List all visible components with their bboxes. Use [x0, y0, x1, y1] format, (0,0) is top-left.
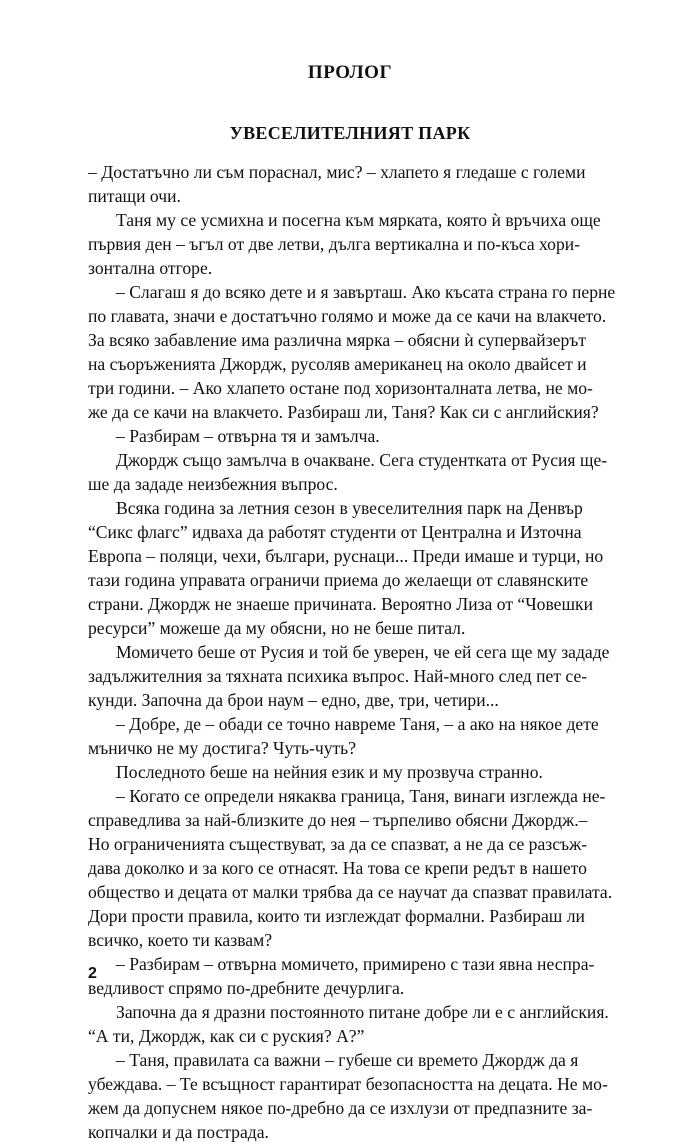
text-line: три години. – Ако хлапето остане под хоризонталната летва, не мо- — [88, 378, 593, 398]
text-line: – Добре, де – обади се точно навреме Таня, – а ако на някое дете — [116, 714, 599, 734]
text-line: За всяко забавление има различна мярка – обясни ѝ супервайзерът — [88, 330, 587, 350]
text-line: же да се качи на влакчето. Разбираш ли, Таня? Как си с английския? — [88, 402, 599, 422]
text-line: мъничко не му достига? Чуть-чуть? — [88, 738, 357, 758]
text-line: ведливост спрямо по-дребните дечурлига. — [88, 978, 405, 998]
text-line: Но ограниченията съществуват, за да се спазват, а не да се разсъж- — [88, 834, 588, 854]
body-text — [88, 160, 622, 1144]
text-line: питащи очи. — [88, 186, 181, 206]
text-line: Европа – поляци, чехи, българи, руснаци... Преди имаше и турци, но — [88, 546, 604, 566]
text-line: – Разбирам – отвърна тя и замълча. — [116, 426, 380, 446]
text-line: “А ти, Джордж, как си с руския? А?” — [88, 1026, 365, 1046]
text-line: Таня му се усмихна и посегна към мярката, която ѝ връчиха още — [116, 210, 601, 230]
text-line: ресурси” можеше да му обясни, но не беше питал. — [88, 618, 466, 638]
text-line: дава доколко и за кого се отнасят. На това се крепи редът в нашето — [88, 858, 587, 878]
text-line: Дори прости правила, които ти изглеждат формални. Разбираш ли — [88, 906, 585, 926]
page-number: 2 — [88, 965, 97, 982]
text-line: кунди. Започна да брои наум – едно, две, три, четири... — [88, 690, 499, 710]
text-line: Джордж също замълча в очакване. Сега студентката от Русия ще- — [116, 450, 608, 470]
text-line: всичко, което ти казвам? — [88, 930, 273, 950]
text-line: жем да допуснем някое по-дребно да се изхлузи от предпазните за- — [88, 1098, 593, 1118]
text-line: убеждава. – Те всъщност гарантират безопасността на децата. Не мо- — [88, 1074, 608, 1094]
text-line: – Слагаш я до всяко дете и я завърташ. Ако късата страна го перне — [116, 282, 616, 302]
text-line: задължителния за тяхната психика въпрос. Най-много след пет се- — [88, 666, 588, 686]
section-title: УВЕСЕЛИТЕЛНИЯТ ПАРК — [229, 123, 471, 143]
text-line: тази година управата ограничи приема до желаещи от славянските — [88, 570, 589, 590]
text-line: Всяка година за летния сезон в увеселителния парк на Денвър — [116, 498, 583, 518]
text-line: – Когато се определи някаква граница, Таня, винаги изглежда не- — [116, 786, 606, 806]
text-line: Последното беше на нейния език и му прозвуча странно. — [116, 762, 543, 782]
chapter-title: ПРОЛОГ — [307, 62, 393, 83]
text-line: – Достатъчно ли съм пораснал, мис? – хлапето я гледаше с големи — [88, 162, 586, 182]
text-line: страни. Джордж не знаеше причината. Вероятно Лиза от “Човешки — [88, 594, 593, 614]
text-line: по главата, значи е достатъчно голямо и може да се качи на влакчето. — [88, 306, 607, 326]
text-line: копчалки и да пострада. — [88, 1122, 269, 1142]
text-line: – Таня, правилата са важни – губеше си времето Джордж да я — [116, 1050, 579, 1070]
text-line: зонтална отгоре. — [88, 258, 213, 278]
text-line: ше да зададе неизбежния въпрос. — [88, 474, 338, 494]
text-line: – Разбирам – отвърна момичето, примирено с тази явна неспра- — [116, 954, 595, 974]
text-line: “Сикс флагс” идваха да работят студенти от Централна и Източна — [88, 522, 582, 542]
text-line: на съоръженията Джордж, русоляв американец на около двайсет и — [88, 354, 587, 374]
text-line: Момичето беше от Русия и той бе уверен, че ей сега ще му зададе — [116, 642, 610, 662]
text-line: справедлива за най-близките до нея – търпеливо обясни Джордж.– — [88, 810, 588, 830]
text-line: Започна да я дразни постоянното питане добре ли е с английския. — [116, 1002, 609, 1022]
text-line: общество и децата от малки трябва да се научат да спазват правилата. — [88, 882, 613, 902]
text-line: първия ден – ъгъл от две летви, дълга вертикална и по-къса хори- — [88, 234, 581, 254]
